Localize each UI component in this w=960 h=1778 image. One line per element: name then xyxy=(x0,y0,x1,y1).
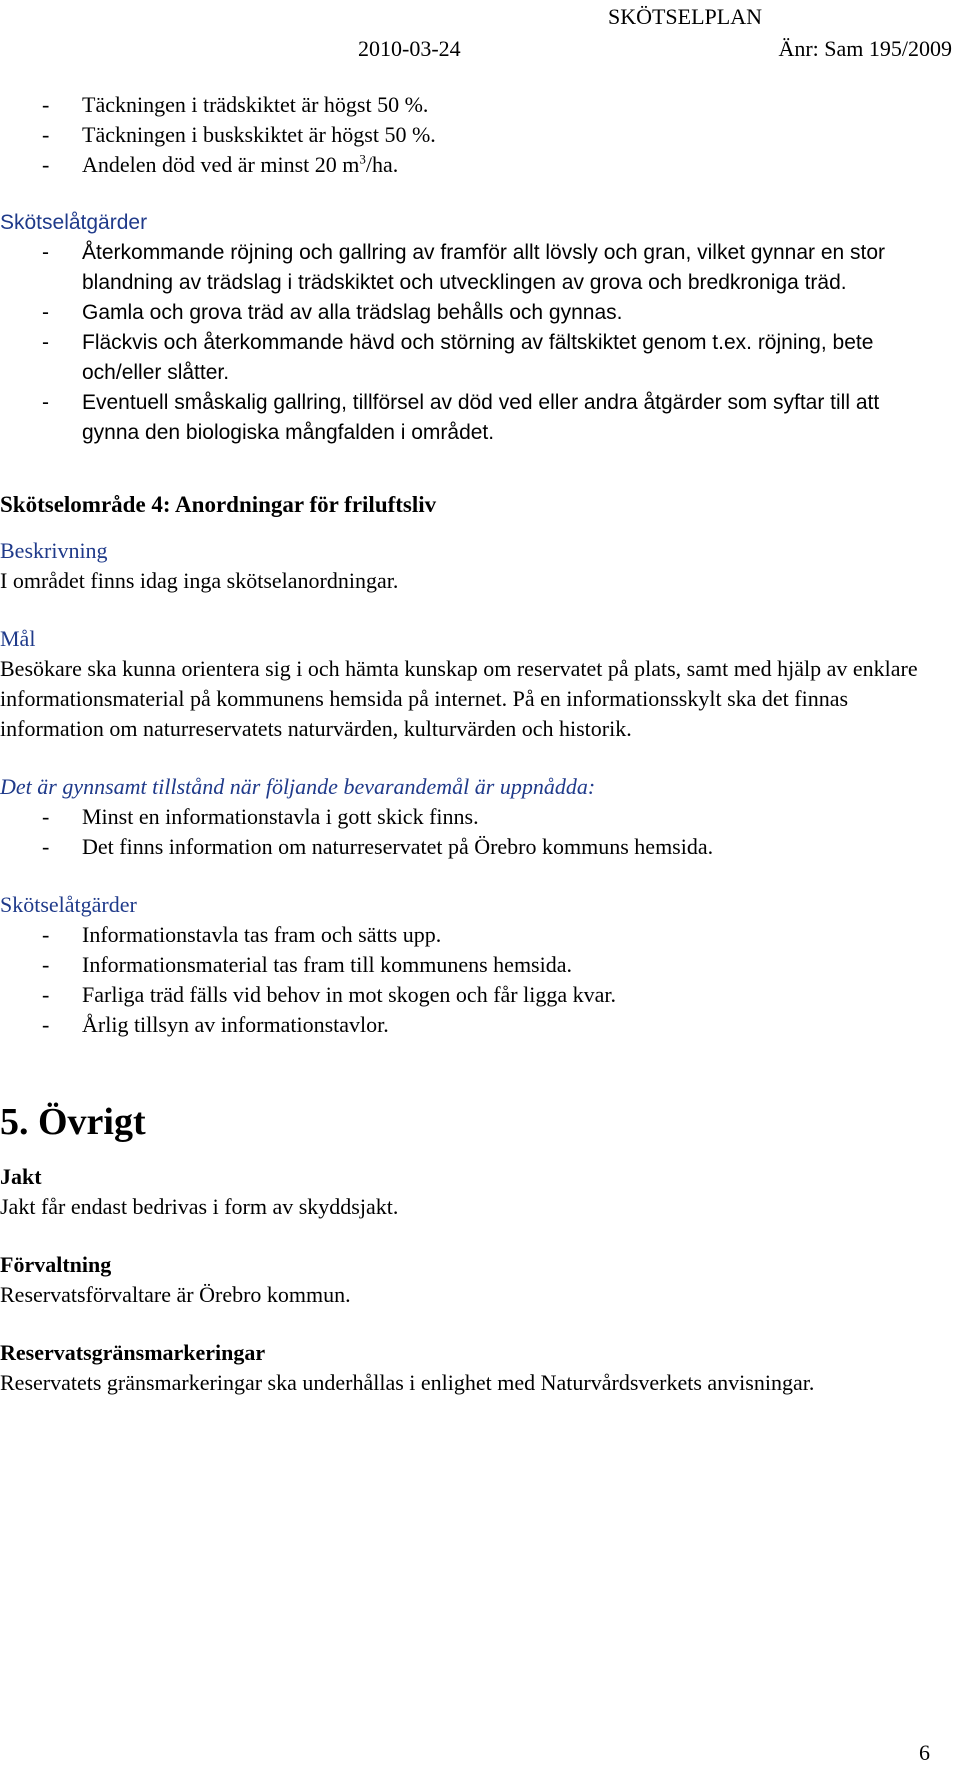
favourable-status-label: Det är gynnsamt tillstånd när följande bevarandemål är uppnådda: xyxy=(0,774,596,799)
list-item xyxy=(0,980,940,1010)
dash-bullet: - xyxy=(42,952,50,977)
dash-bullet: - xyxy=(42,982,50,1007)
dash-bullet: - xyxy=(42,331,49,354)
header-title: SKÖTSELPLAN xyxy=(607,4,762,29)
header-date: 2010-03-24 xyxy=(358,36,461,61)
dash-bullet: - xyxy=(42,92,50,117)
list-item xyxy=(0,90,940,120)
dash-bullet: - xyxy=(42,241,49,264)
dash-bullet: - xyxy=(42,122,50,147)
list-item-text: Informationsmaterial tas fram till kommunens hemsida. xyxy=(82,952,572,977)
list-item-text: Informationstavla tas fram och sätts upp. xyxy=(82,922,442,947)
dash-bullet: - xyxy=(42,834,50,859)
list-item-text: Gamla och grova träd av alla trädslag behålls och gynnas. xyxy=(82,301,623,324)
page-content xyxy=(0,90,940,1398)
dead-wood-unit: /ha. xyxy=(365,152,399,177)
list-item-text: Det finns information om naturreservatet på Örebro kommuns hemsida. xyxy=(82,834,714,859)
boundary-label: Reservatsgränsmarkeringar xyxy=(0,1340,266,1365)
list-item xyxy=(0,920,940,950)
section-heading-5: 5. Övrigt xyxy=(0,1101,146,1143)
dash-bullet: - xyxy=(42,301,49,324)
page-number: 6 xyxy=(919,1740,930,1765)
list-item xyxy=(0,328,940,388)
list-item-text: Täckningen i buskskiktet är högst 50 %. xyxy=(82,122,436,147)
boundary-text: Reservatets gränsmarkeringar ska underhållas i enlighet med Naturvårdsverkets anvisningar. xyxy=(0,1370,815,1395)
management-label: Förvaltning xyxy=(0,1252,112,1277)
list-item xyxy=(0,238,940,298)
list-item-text xyxy=(82,150,940,180)
list-item xyxy=(0,120,940,150)
dash-bullet: - xyxy=(42,391,49,414)
description-text: I området finns idag inga skötselanordningar. xyxy=(0,568,399,593)
list-item xyxy=(0,832,940,862)
list-item-text: Minst en informationstavla i gott skick finns. xyxy=(82,804,479,829)
header-reference: Änr: Sam 195/2009 xyxy=(778,36,952,61)
list-item xyxy=(0,388,940,448)
list-item-text: Täckningen i trädskiktet är högst 50 %. xyxy=(82,92,429,117)
hunting-text: Jakt får endast bedrivas i form av skyddsjakt. xyxy=(0,1194,399,1219)
dash-bullet: - xyxy=(42,152,50,177)
management-text: Reservatsförvaltare är Örebro kommun. xyxy=(0,1282,351,1307)
goal-text: Besökare ska kunna orientera sig i och hämta kunskap om reservatet på plats, samt med hjälp av enklare informationsmaterial på kommunens hemsida på internet. På en informationsskylt ska det finnas information om naturreservatets naturvärden, kulturvärden och historik. xyxy=(0,656,918,741)
list-item-text: Årlig tillsyn av informationstavlor. xyxy=(82,1012,389,1037)
measures-heading: Skötselåtgärder xyxy=(0,211,148,234)
list-item xyxy=(0,1010,940,1040)
dead-wood-superscript: 3 xyxy=(359,151,366,167)
list-item xyxy=(0,150,940,180)
list-item-text: Farliga träd fälls vid behov in mot skogen och får ligga kvar. xyxy=(82,982,616,1007)
dead-wood-text: Andelen död ved är minst 20 m xyxy=(82,152,360,177)
list-item-text: Eventuell småskalig gallring, tillförsel av död ved eller andra åtgärder som syftar till att gynna den biologiska mångfalden i området. xyxy=(82,391,880,444)
description-label: Beskrivning xyxy=(0,538,108,563)
list-item xyxy=(0,298,940,328)
section-heading-area4: Skötselområde 4: Anordningar för friluftsliv xyxy=(0,492,437,517)
hunting-label: Jakt xyxy=(0,1164,42,1189)
list-item xyxy=(0,802,940,832)
goal-label: Mål xyxy=(0,626,36,651)
measures-heading: Skötselåtgärder xyxy=(0,892,137,917)
dash-bullet: - xyxy=(42,1012,50,1037)
dash-bullet: - xyxy=(42,804,50,829)
dash-bullet: - xyxy=(42,922,50,947)
list-item-text: Återkommande röjning och gallring av framför allt lövsly och gran, vilket gynnar en stor blandning av trädslag i trädskiktet och utvecklingen av grova och bredkroniga träd. xyxy=(82,241,886,294)
list-item xyxy=(0,950,940,980)
list-item-text: Fläckvis och återkommande hävd och störning av fältskiktet genom t.ex. röjning, bete och/eller slåtter. xyxy=(82,331,874,384)
